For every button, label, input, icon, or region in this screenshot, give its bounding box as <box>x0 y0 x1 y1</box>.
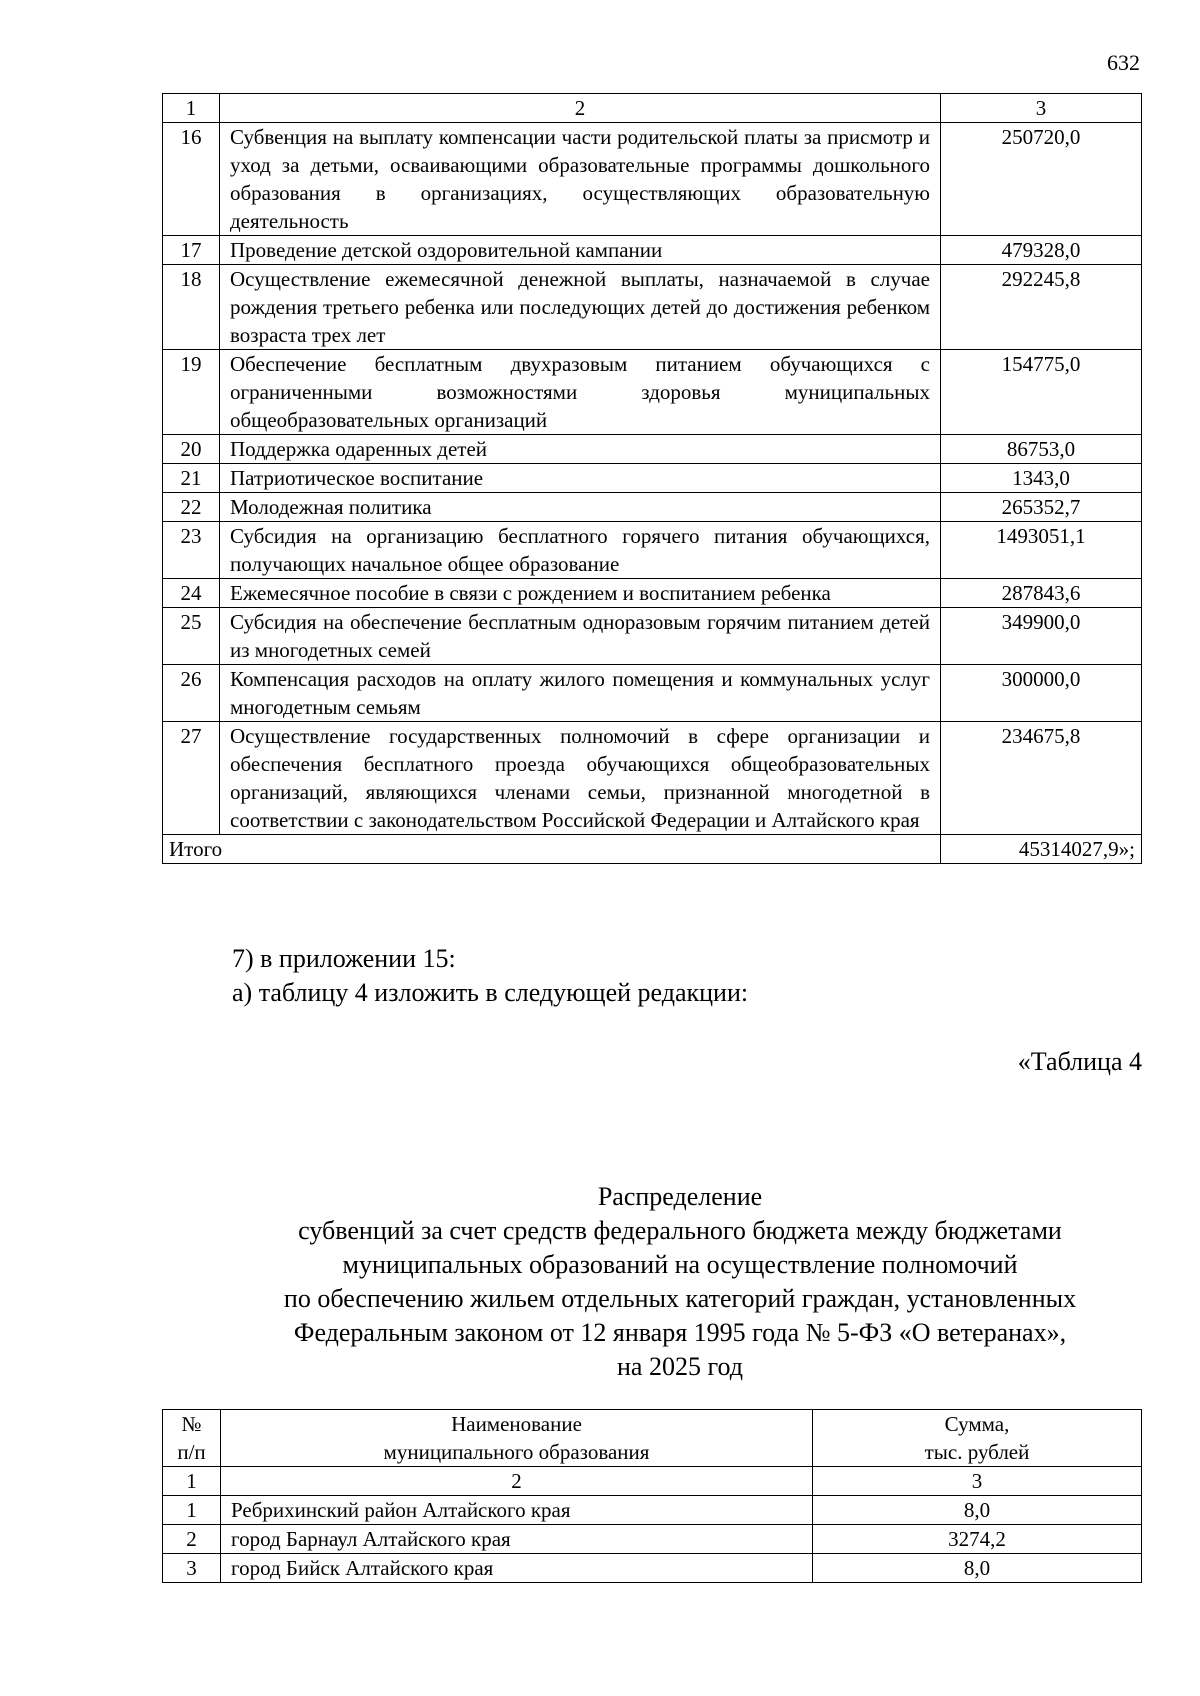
row-name: Проведение детской оздоровительной кампании <box>220 236 941 265</box>
row-amount: 265352,7 <box>941 493 1142 522</box>
row-number: 18 <box>163 265 220 350</box>
table-row <box>163 579 1142 608</box>
row-amount: 300000,0 <box>941 665 1142 722</box>
header-name-line2: муниципального образования <box>383 1440 650 1464</box>
row-amount: 292245,8 <box>941 265 1142 350</box>
row-number: 21 <box>163 464 220 493</box>
row-name: Ежемесячное пособие в связи с рождением и воспитанием ребенка <box>220 579 941 608</box>
row-name: Компенсация расходов на оплату жилого помещения и коммунальных услуг многодетным семьям <box>220 665 941 722</box>
row-number: 27 <box>163 722 220 835</box>
title-line: по обеспечению жильем отдельных категорий граждан, установленных <box>283 1284 1077 1313</box>
table-row <box>163 522 1142 579</box>
row-amount: 250720,0 <box>941 123 1142 236</box>
title-line: субвенций за счет средств федерального бюджета между бюджетами <box>298 1216 1062 1245</box>
column-number-2: 2 <box>220 94 941 123</box>
table-row <box>163 350 1142 435</box>
table-4-label: «Таблица 4 <box>1017 1047 1142 1076</box>
table-column-number-row <box>163 1467 1142 1496</box>
table-column-number-row <box>163 94 1142 123</box>
column-number-1: 1 <box>163 1467 221 1496</box>
header-name-line1: Наименование <box>451 1412 582 1436</box>
table-row <box>163 493 1142 522</box>
row-amount: 1493051,1 <box>941 522 1142 579</box>
table-row <box>163 1554 1142 1583</box>
row-name: Осуществление государственных полномочий в сфере организации и обеспечения бесплатного проезда обучающихся общеобразовательных организаций, являющихся членами семьи, признанной многодетной в соответствии с законодательством Российской Федерации и Алтайского края <box>220 722 941 835</box>
row-number: 23 <box>163 522 220 579</box>
row-number: 22 <box>163 493 220 522</box>
row-number: 16 <box>163 123 220 236</box>
header-amount-line2: тыс. рублей <box>924 1440 1030 1464</box>
table-row <box>163 1496 1142 1525</box>
table-row <box>163 1525 1142 1554</box>
title-line: Федеральным законом от 12 января 1995 года № 5-ФЗ «О ветеранах», <box>293 1318 1067 1347</box>
row-name: Субвенция на выплату компенсации части родительской платы за присмотр и уход за детьми, осваивающими образовательные программы дошкольного образования в организациях, осуществляющих образовательную деятельность <box>220 123 941 236</box>
row-number: 17 <box>163 236 220 265</box>
row-number: 26 <box>163 665 220 722</box>
row-name: Осуществление ежемесячной денежной выплаты, назначаемой в случае рождения третьего ребенка или последующих детей до достижения ребенком возраста трех лет <box>220 265 941 350</box>
row-amount: 234675,8 <box>941 722 1142 835</box>
row-amount: 1343,0 <box>941 464 1142 493</box>
row-amount: 479328,0 <box>941 236 1142 265</box>
row-name: Обеспечение бесплатным двухразовым питанием обучающихся с ограниченными возможностями здоровья муниципальных общеобразовательных организаций <box>220 350 941 435</box>
header-number <box>163 1410 221 1467</box>
row-number: 25 <box>163 608 220 665</box>
title-line: Распределение <box>597 1182 763 1211</box>
row-amount: 8,0 <box>813 1554 1142 1583</box>
table-4-title <box>230 1180 1130 1384</box>
table-row <box>163 464 1142 493</box>
header-number-line2: п/п <box>177 1440 206 1464</box>
table-row <box>163 236 1142 265</box>
paragraph-item-7: 7) в приложении 15: <box>232 944 456 973</box>
header-amount-line1: Сумма, <box>944 1412 1010 1436</box>
table-4 <box>162 1409 1142 1583</box>
row-amount: 287843,6 <box>941 579 1142 608</box>
row-number: 24 <box>163 579 220 608</box>
row-amount: 3274,2 <box>813 1525 1142 1554</box>
table-row <box>163 665 1142 722</box>
header-number-line1: № <box>181 1412 202 1436</box>
column-number-2: 2 <box>221 1467 813 1496</box>
row-number: 3 <box>163 1554 221 1583</box>
row-amount: 154775,0 <box>941 350 1142 435</box>
table-row <box>163 265 1142 350</box>
paragraph-item-a: а) таблицу 4 изложить в следующей редакции: <box>232 978 749 1007</box>
table-row <box>163 123 1142 236</box>
page-number: 632 <box>1107 50 1140 75</box>
row-name: Субсидия на организацию бесплатного горячего питания обучающихся, получающих начальное общее образование <box>220 522 941 579</box>
column-number-3: 3 <box>813 1467 1142 1496</box>
column-number-1: 1 <box>163 94 220 123</box>
column-number-3: 3 <box>941 94 1142 123</box>
row-name: Молодежная политика <box>220 493 941 522</box>
title-line: на 2025 год <box>617 1352 743 1381</box>
row-name: город Бийск Алтайского края <box>221 1554 813 1583</box>
row-name: Поддержка одаренных детей <box>220 435 941 464</box>
row-name: город Барнаул Алтайского края <box>221 1525 813 1554</box>
total-row <box>163 835 1142 864</box>
header-amount <box>813 1410 1142 1467</box>
total-label: Итого <box>163 835 941 864</box>
table-header-row <box>163 1410 1142 1467</box>
row-amount: 8,0 <box>813 1496 1142 1525</box>
table-row <box>163 608 1142 665</box>
row-name: Патриотическое воспитание <box>220 464 941 493</box>
row-amount: 349900,0 <box>941 608 1142 665</box>
title-line: муниципальных образований на осуществление полномочий <box>342 1250 1018 1279</box>
total-value: 45314027,9»; <box>941 835 1142 864</box>
row-number: 20 <box>163 435 220 464</box>
row-name: Ребрихинский район Алтайского края <box>221 1496 813 1525</box>
table-row <box>163 435 1142 464</box>
row-amount: 86753,0 <box>941 435 1142 464</box>
row-number: 1 <box>163 1496 221 1525</box>
row-number: 19 <box>163 350 220 435</box>
subventions-table-continued <box>162 93 1142 864</box>
row-name: Субсидия на обеспечение бесплатным одноразовым горячим питанием детей из многодетных семей <box>220 608 941 665</box>
row-number: 2 <box>163 1525 221 1554</box>
table-row <box>163 722 1142 835</box>
header-name <box>221 1410 813 1467</box>
